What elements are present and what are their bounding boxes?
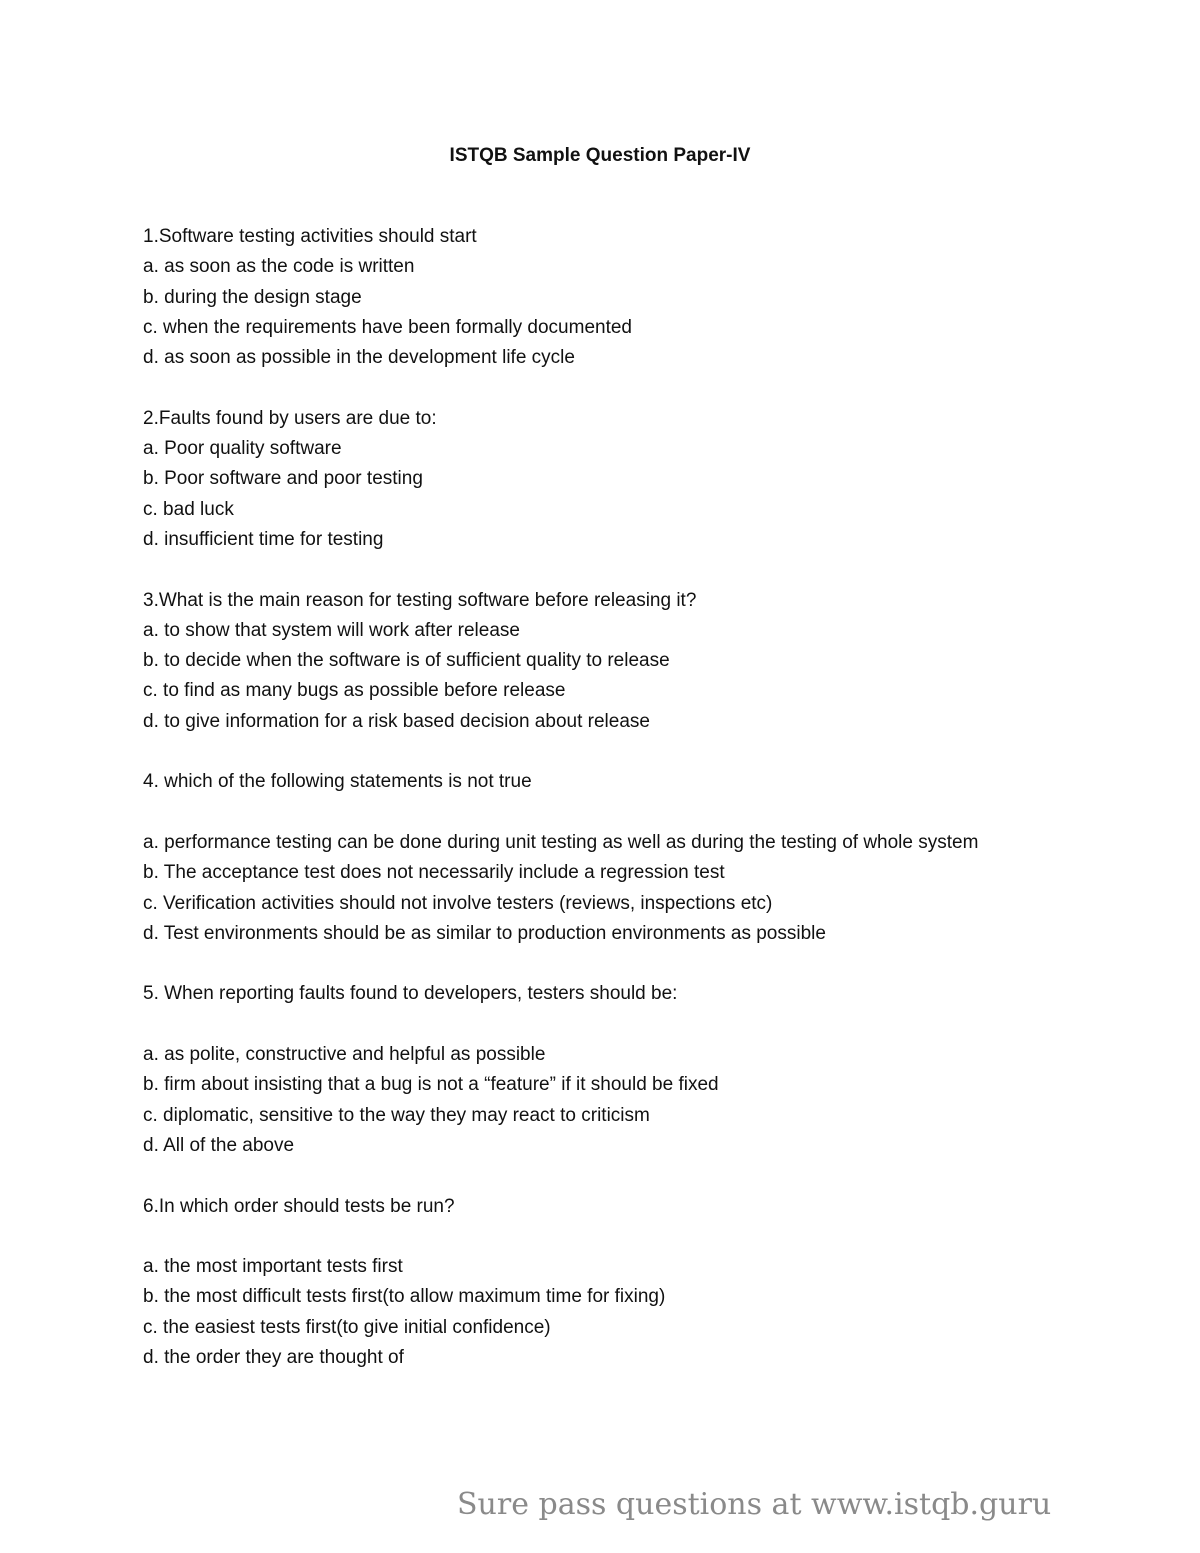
question-3-text: 3.What is the main reason for testing software before releasing it?	[143, 589, 697, 611]
question-4-option-b: b. The acceptance test does not necessarily include a regression test	[143, 862, 725, 884]
question-3-option-c: c. to find as many bugs as possible before release	[143, 680, 566, 702]
question-5-text: 5. When reporting faults found to developers, testers should be:	[143, 983, 678, 1005]
question-6-option-c: c. the easiest tests first(to give initial confidence)	[143, 1316, 551, 1338]
spacer	[143, 1010, 1153, 1040]
spacer	[143, 1222, 1153, 1252]
question-4-option-d: d. Test environments should be as similar to production environments as possible	[143, 922, 826, 944]
question-6-option-b: b. the most difficult tests first(to allow maximum time for fixing)	[143, 1286, 666, 1308]
spacer	[143, 949, 1153, 979]
question-1-text: 1.Software testing activities should start	[143, 226, 477, 247]
question-3-option-a: a. to show that system will work after release	[143, 619, 520, 641]
question-1-option-b: b. during the design stage	[143, 286, 362, 308]
question-5-option-a: a. as polite, constructive and helpful as possible	[143, 1044, 546, 1066]
question-5-option-c: c. diplomatic, sensitive to the way they may react to criticism	[143, 1104, 650, 1126]
question-4-text: 4. which of the following statements is not true	[143, 771, 532, 793]
question-2-option-a: a. Poor quality software	[143, 438, 342, 460]
question-3-option-b: b. to decide when the software is of sufficient quality to release	[143, 650, 670, 672]
question-1-option-c: c. when the requirements have been formally documented	[143, 316, 632, 338]
question-list	[143, 222, 1153, 1373]
question-4-option-a: a. performance testing can be done during unit testing as well as during the testing of whole system	[143, 831, 979, 853]
question-2-option-d: d. insufficient time for testing	[143, 528, 384, 550]
question-1-option-a: a. as soon as the code is written	[143, 256, 415, 278]
question-5-option-b: b. firm about insisting that a bug is not a “feature” if it should be fixed	[143, 1074, 719, 1096]
question-2-text: 2.Faults found by users are due to:	[143, 407, 437, 429]
question-2-option-c: c. bad luck	[143, 498, 234, 520]
question-2-option-b: b. Poor software and poor testing	[143, 468, 423, 490]
question-5-option-d: d. All of the above	[143, 1134, 295, 1156]
question-6-option-a: a. the most important tests first	[143, 1256, 403, 1278]
spacer	[143, 798, 1153, 828]
footer-text: Sure pass questions at www.istqb.guru	[457, 1487, 1052, 1522]
spacer	[143, 555, 1153, 585]
document-title: ISTQB Sample Question Paper-IV	[449, 145, 751, 166]
spacer	[143, 373, 1153, 403]
question-6-option-d: d. the order they are thought of	[143, 1346, 404, 1368]
question-4-option-c: c. Verification activities should not involve testers (reviews, inspections etc)	[143, 892, 773, 914]
spacer	[143, 1161, 1153, 1191]
question-6-text: 6.In which order should tests be run?	[143, 1195, 455, 1217]
spacer	[143, 737, 1153, 767]
question-3-option-d: d. to give information for a risk based decision about release	[143, 710, 650, 732]
question-1-option-d: d. as soon as possible in the development life cycle	[143, 347, 575, 369]
